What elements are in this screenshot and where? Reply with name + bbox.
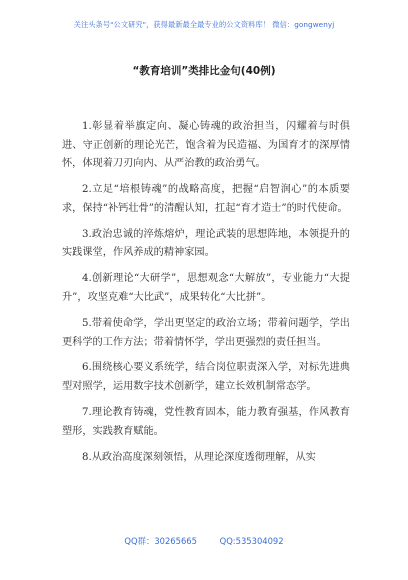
footer-qq-group: QQ群：30265665: [124, 536, 197, 546]
paragraph-1: 1.彰显着举旗定向、凝心铸魂的政治担当，闪耀着与时俱进、守正创新的理论光芒，饱含着为民造福、为国育才的深厚情怀，体现着刀刃向内、从严治教的政治勇气。: [62, 121, 350, 170]
paragraph-3: 3.政治忠诚的淬炼熔炉，理论武装的思想阵地，本领提升的实践课堂，作风养成的精神家园。: [62, 228, 350, 259]
paragraph-6: 6.围绕核心要义系统学，结合岗位职责深入学，对标先进典型对照学，运用数字技术创新学，建立长效机制常态学。: [62, 362, 350, 393]
paragraph-7: 7.理论教育铸魂，党性教育固本，能力教育强基，作风教育塑形，实践教育赋能。: [62, 407, 350, 437]
header-notice: 关注头条号"公文研究"，获得最新最全最专业的公文资料库！ 微信：gongwenyj: [73, 20, 335, 29]
document-body: [62, 118, 350, 475]
paragraph-2: 2.立足“培根铸魂”的战略高度，把握“启智润心”的本质要求，保持“补钙壮骨”的清醒认知，扛起“育才造士”的时代使命。: [62, 184, 350, 214]
footer-qq-number: QQ:535304092: [219, 536, 284, 546]
document-title: “教育培训”类排比金句(40例): [132, 65, 276, 77]
paragraph-4: 4.创新理论“大研学”，思想观念“大解放”，专业能力“大提升”，攻坚克难“大比武”，成果转化“大比拼”。: [62, 273, 350, 303]
paragraph-5: 5.带着使命学，学出更坚定的政治立场；带着问题学，学出更科学的工作方法；带着情怀学，学出更强烈的责任担当。: [62, 317, 350, 348]
footer-contact: [0, 535, 408, 547]
paragraph-8: 8.从政治高度深刻领悟，从理论深度透彻理解，从实: [82, 451, 316, 463]
